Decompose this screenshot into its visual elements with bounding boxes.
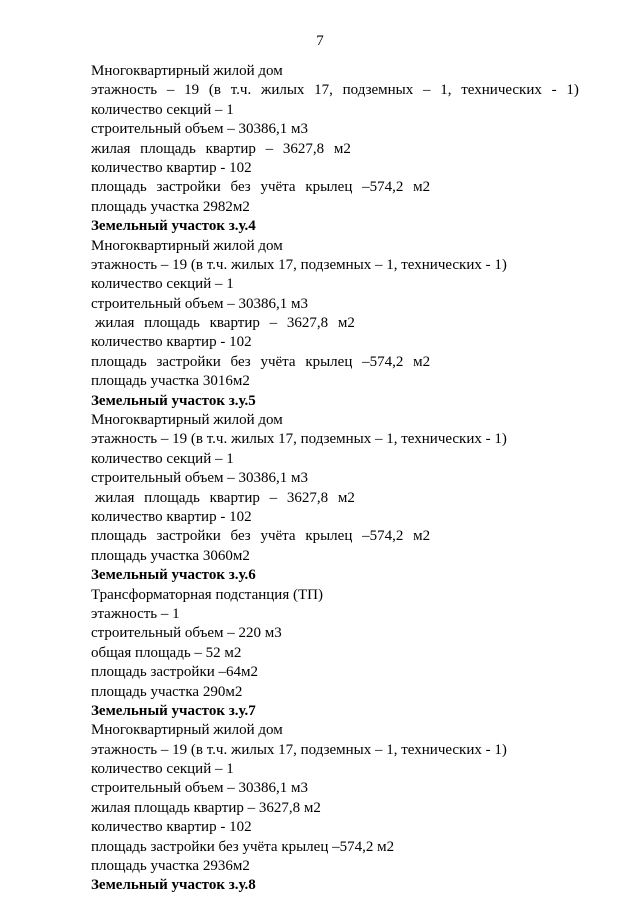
text-line: жилая площадь квартир – 3627,8 м2 <box>91 140 351 157</box>
text-line: строительный объем – 30386,1 м3 <box>91 295 309 312</box>
text-line: жилая площадь квартир – 3627,8 м2 <box>91 799 321 816</box>
text-line: площадь застройки без учёта крылец –574,2 м2 <box>91 179 431 196</box>
text-line: строительный объем – 30386,1 м3 <box>91 780 309 797</box>
text-line: жилая площадь квартир – 3627,8 м2 <box>95 315 355 332</box>
text-line: площадь участка 3060м2 <box>91 547 250 564</box>
text-line: Трансформаторная подстанция (ТП) <box>91 586 323 603</box>
section-heading: Земельный участок з.у.6 <box>91 567 256 584</box>
text-line: строительный объем – 30386,1 м3 <box>91 470 309 487</box>
text-line: площадь участка 3016м2 <box>91 373 250 390</box>
text-line: общая площадь – 52 м2 <box>91 644 242 661</box>
text-line: количество секций – 1 <box>91 450 234 467</box>
text-line: этажность – 19 (в т.ч. жилых 17, подземных – 1, технических - 1) <box>91 256 507 273</box>
text-line: строительный объем – 30386,1 м3 <box>91 121 309 138</box>
text-line: Многоквартирный жилой дом <box>91 63 283 79</box>
text-line: площадь застройки без учёта крылец –574,2 м2 <box>91 528 431 545</box>
text-line: количество квартир - 102 <box>91 819 252 836</box>
text-line: Многоквартирный жилой дом <box>91 237 283 254</box>
text-line: площадь застройки без учёта крылец –574,2 м2 <box>91 353 431 370</box>
section-heading: Земельный участок з.у.4 <box>91 218 256 235</box>
text-line: количество секций – 1 <box>91 276 234 293</box>
text-line: Многоквартирный жилой дом <box>91 722 283 739</box>
text-line: этажность – 19 (в т.ч. жилых 17, подземных – 1, технических - 1) <box>91 431 507 448</box>
text-line: площадь застройки без учёта крылец –574,2 м2 <box>91 838 395 855</box>
text-line: количество секций – 1 <box>91 101 234 118</box>
text-line: этажность – 19 (в т.ч. жилых 17, подземных – 1, технических - 1) <box>91 741 507 758</box>
section-heading: Земельный участок з.у.5 <box>91 392 256 409</box>
text-line: количество квартир - 102 <box>91 334 252 351</box>
section-heading: Земельный участок з.у.8 <box>91 877 256 894</box>
text-line: площадь участка 2936м2 <box>91 858 250 875</box>
text-line: жилая площадь квартир – 3627,8 м2 <box>95 489 355 506</box>
page-number: 7 <box>316 33 324 49</box>
text-line: Многоквартирный жилой дом <box>91 412 283 429</box>
text-line: количество квартир - 102 <box>91 508 252 525</box>
text-line: количество квартир - 102 <box>91 159 252 176</box>
section-heading: Земельный участок з.у.7 <box>91 702 256 719</box>
text-line: площадь участка 290м2 <box>91 683 243 700</box>
text-line: количество секций – 1 <box>91 761 234 778</box>
text-line: этажность – 19 (в т.ч. жилых 17, подземных – 1, технических - 1) <box>91 82 579 99</box>
text-line: площадь застройки –64м2 <box>91 664 259 681</box>
text-line: площадь участка 2982м2 <box>91 198 250 215</box>
document-body <box>91 62 579 896</box>
text-line: этажность – 1 <box>91 605 180 622</box>
text-line: строительный объем – 220 м3 <box>91 625 282 642</box>
